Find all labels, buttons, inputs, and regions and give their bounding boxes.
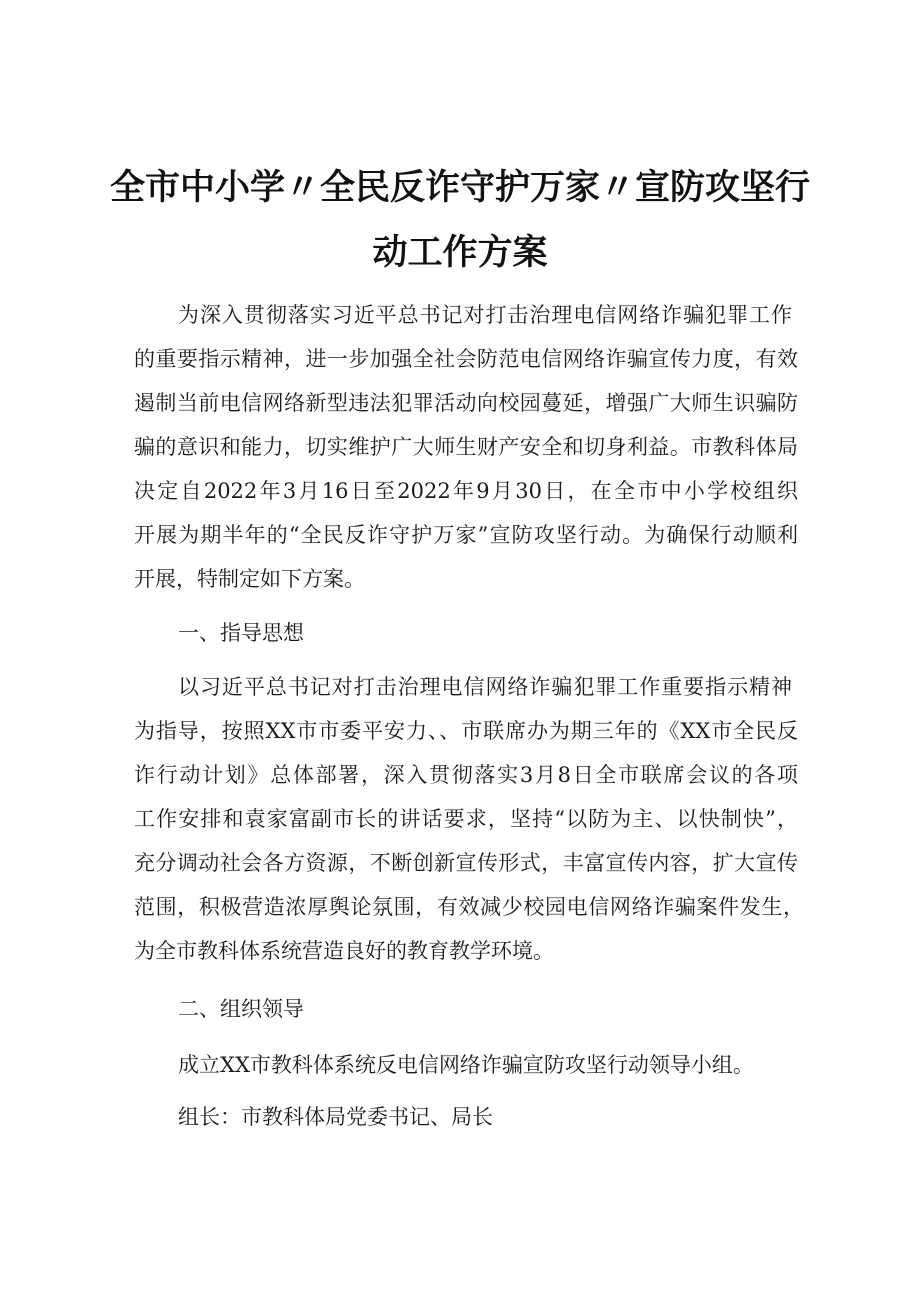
intro-line: 的重要指示精神，进一步加强全社会防范电信网络诈骗宣传力度，有效 bbox=[134, 347, 798, 371]
section-heading-organization-leadership: 二、组织领导 bbox=[178, 997, 304, 1021]
section1-line: 充分调动社会各方资源，不断创新宣传形式，丰富宣传内容，扩大宣传 bbox=[134, 851, 798, 875]
section1-line: 工作安排和袁家富副市长的讲话要求，坚持“以防为主、以快制快”， bbox=[134, 807, 798, 831]
section1-line: 范围，积极营造浓厚舆论氛围，有效减少校园电信网络诈骗案件发生， bbox=[134, 895, 804, 919]
intro-line: 骗的意识和能力，切实维护广大师生财产安全和切身利益。市教科体局 bbox=[134, 435, 798, 459]
section1-line: 为全市教科体系统营造良好的教育教学环境。 bbox=[134, 939, 554, 963]
intro-line: 开展为期半年的“全民反诈守护万家”宣防攻坚行动。为确保行动顺利 bbox=[134, 523, 798, 547]
intro-line: 遏制当前电信网络新型违法犯罪活动向校园蔓延，增强广大师生识骗防 bbox=[134, 391, 798, 415]
section1-line: 诈行动计划》总体部署，深入贯彻落实3月8日全市联席会议的各项 bbox=[134, 763, 798, 787]
intro-line: 开展，特制定如下方案。 bbox=[134, 567, 365, 591]
intro-line: 为深入贯彻落实习近平总书记对打击治理电信网络诈骗犯罪工作 bbox=[178, 303, 792, 327]
document-title-line-1: 全市中小学〃全民反诈守护万家〃宣防攻坚行 bbox=[109, 168, 810, 208]
section-heading-guiding-ideology: 一、指导思想 bbox=[178, 621, 304, 645]
document-title-line-2: 动工作方案 bbox=[372, 233, 548, 273]
section1-line: 为指导，按照XX市市委平安力、、市联席办为期三年的《XX市全民反 bbox=[134, 719, 798, 743]
intro-line: 决定自2022年3月16日至2022年9月30日，在全市中小学校组织 bbox=[134, 479, 798, 503]
section1-line: 以习近平总书记对打击治理电信网络诈骗犯罪工作重要指示精神 bbox=[178, 675, 792, 699]
section2-line: 组长：市教科体局党委书记、局长 bbox=[178, 1105, 493, 1129]
section2-line: 成立XX市教科体系统反电信网络诈骗宣防攻坚行动领导小组。 bbox=[178, 1053, 754, 1077]
